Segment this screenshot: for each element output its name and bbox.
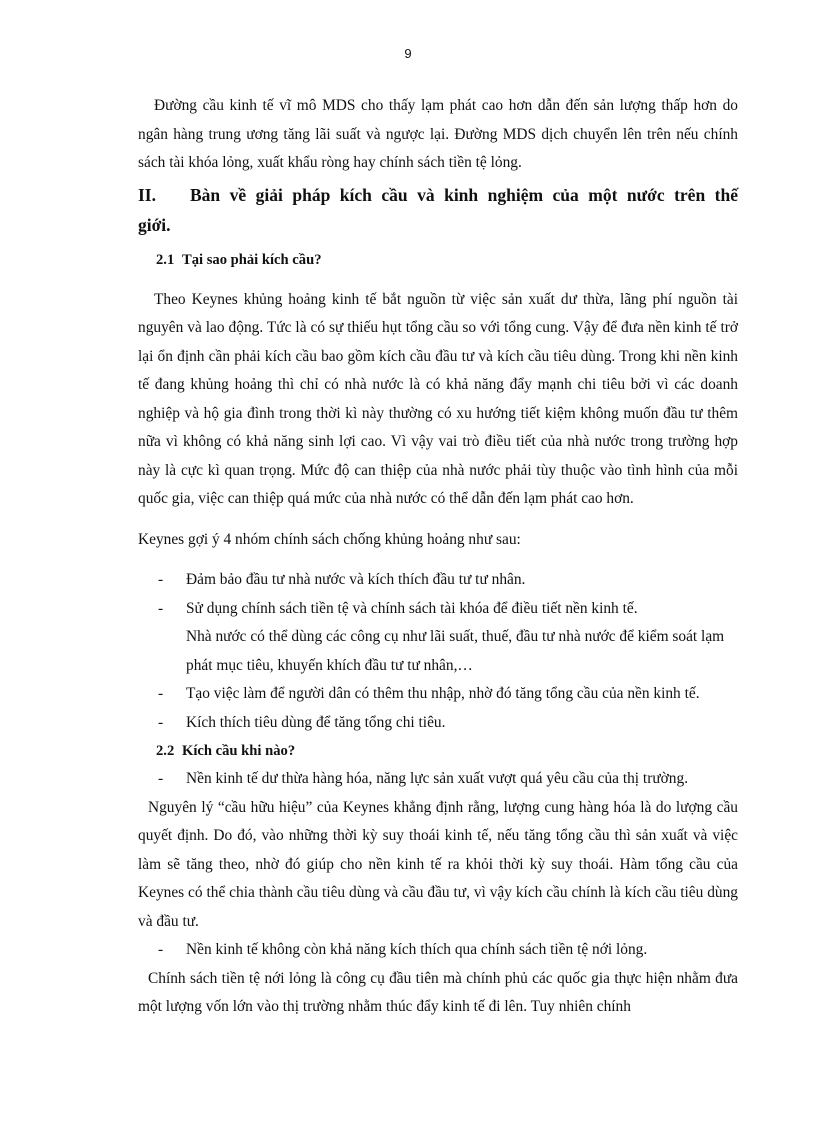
- subsection-title: Kích cầu khi nào?: [182, 743, 296, 759]
- list-item: - Nền kinh tế không còn khả năng kích thích qua chính sách tiền tệ nới lỏng.: [138, 936, 738, 965]
- dash-bullet: -: [158, 713, 164, 731]
- when-list: [138, 765, 738, 794]
- dash-bullet: -: [158, 599, 164, 617]
- paragraph-monetary-policy: Chính sách tiền tệ nới lỏng là công cụ đầu tiên mà chính phủ các quốc gia thực hiện nhằm đưa một lượng vốn lớn vào thị trường nhằm thúc đẩy kinh tế đi lên. Tuy nhiên chính: [138, 969, 738, 1015]
- dash-bullet: -: [158, 571, 164, 588]
- policy-list-continued: [138, 680, 738, 737]
- paragraph-policy-intro: Keynes gợi ý 4 nhóm chính sách chống khủng hoảng như sau:: [138, 530, 521, 548]
- paragraph-keynes-theory: Theo Keynes khủng hoảng kinh tế bắt nguồn từ việc sản xuất dư thừa, lãng phí nguồn tài nguyên và lao động. Tức là có sự thiếu hụt tổng cầu so với tổng cung. Vậy để đưa nền kinh tế trở lại ổn định cần phải kích cầu bao gồm kích cầu đầu tư và kích cầu tiêu dùng. Trong khi nền kinh tế đang khủng hoảng thì chỉ có nhà nước là có khả năng đẩy mạnh chi tiêu bởi vì các doanh nghiệp và hộ gia đình trong thời kì này thường có xu hướng tiết kiệm không muốn đầu tư thêm nữa vì không có khả năng sinh lợi cao. Vì vậy vai trò điều tiết của nhà nước trong trường hợp này là cực kì quan trọng. Mức độ can thiệp của nhà nước phải tùy thuộc vào tình hình của mỗi quốc gia, việc can thiệp quá mức của nhà nước có thể dẫn đến lạm phát cao hơn.: [138, 290, 738, 507]
- subsection-heading-2-2: [138, 737, 738, 765]
- paragraph-effective-demand: Nguyên lý “cầu hữu hiệu” của Keynes khẳng định rằng, lượng cung hàng hóa là do lượng cầu quyết định. Do đó, vào những thời kỳ suy thoái kinh tế, nếu tăng tổng cầu thì sản xuất và việc làm sẽ tăng theo, nhờ đó giúp cho nền kinh tế ra khỏi thời kỳ suy thoái. Hàm tổng cầu của Keynes có thể chia thành cầu tiêu dùng và cầu đầu tư, vì vậy kích cầu chính là kích cầu tiêu dùng và đầu tư.: [138, 798, 738, 930]
- list-item: - Tạo việc làm để người dân có thêm thu nhập, nhờ đó tăng tổng cầu của nền kinh tế.: [138, 680, 738, 709]
- dash-bullet: -: [158, 685, 164, 702]
- list-item: - Kích thích tiêu dùng để tăng tổng chi tiêu.: [138, 709, 738, 738]
- spacer: [138, 554, 738, 566]
- list-item: - Sử dụng chính sách tiền tệ và chính sách tài khóa để điều tiết nền kinh tế.: [138, 595, 738, 624]
- spacer: [138, 274, 738, 286]
- section-heading-ii: [138, 180, 738, 240]
- subsection-title: Tại sao phải kích cầu?: [182, 251, 322, 268]
- dash-bullet: -: [158, 770, 164, 787]
- list-item: - Nền kinh tế dư thừa hàng hóa, năng lực sản xuất vượt quá yêu cầu của thị trường.: [138, 765, 738, 794]
- paragraph-mds-curve: Đường cầu kinh tế vĩ mô MDS cho thấy lạm phát cao hơn dẫn đến sản lượng thấp hơn do ngân hàng trung ương tăng lãi suất và ngược lại. Đường MDS dịch chuyển lên trên nếu chính sách tài khóa lỏng, xuất khẩu ròng hay chính sách tiền tệ lỏng.: [138, 97, 738, 171]
- page-content: [138, 92, 738, 1022]
- section-number: II.: [138, 184, 156, 205]
- spacer: [138, 514, 738, 526]
- when-list-continued: [138, 936, 738, 965]
- page-number: 9: [404, 46, 412, 61]
- list-item: - Đảm bảo đầu tư nhà nước và kích thích đầu tư tư nhân.: [138, 566, 738, 595]
- policy-list: [138, 566, 738, 623]
- subsection-heading-2-1: [138, 246, 738, 274]
- section-title: Bàn về giải pháp kích cầu và kinh nghiệm của một nước trên thế giới.: [138, 184, 738, 235]
- subsection-number: 2.1: [156, 251, 175, 268]
- list-item-continuation: Nhà nước có thể dùng các công cụ như lãi suất, thuế, đầu tư nhà nước để kiểm soát lạm phát mục tiêu, khuyến khích đầu tư tư nhân,…: [186, 628, 725, 674]
- subsection-number: 2.2: [156, 743, 175, 759]
- dash-bullet: -: [158, 941, 164, 958]
